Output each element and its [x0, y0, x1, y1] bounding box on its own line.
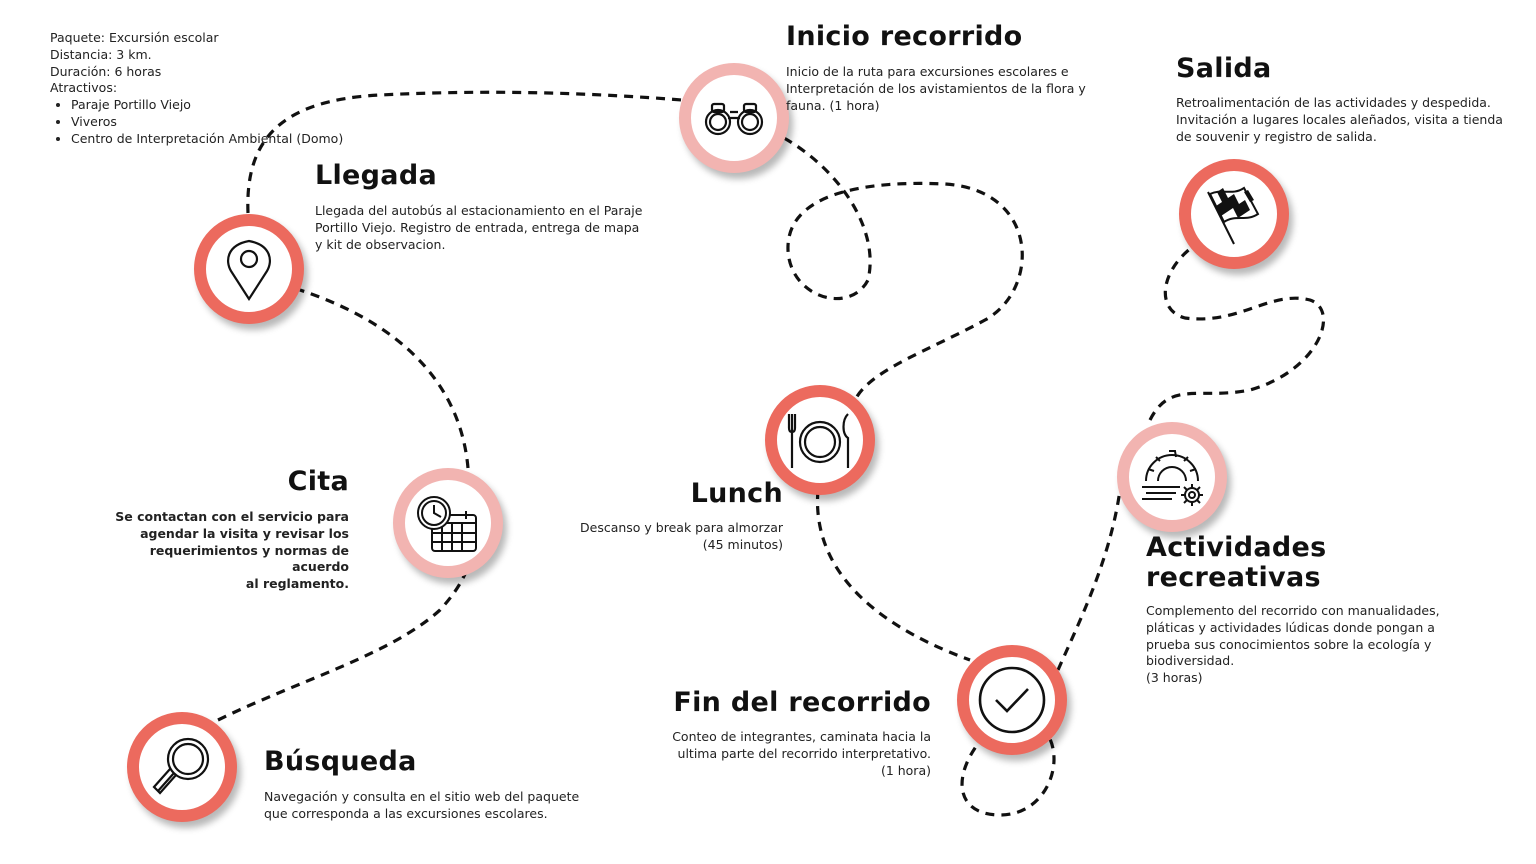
fin-node — [957, 645, 1067, 755]
actividades-node — [1117, 422, 1227, 532]
busqueda-node — [127, 712, 237, 822]
actividades-title: Actividades recreativas — [1146, 532, 1327, 593]
gears-icon — [1136, 441, 1208, 513]
binoculars-icon — [698, 82, 770, 154]
cita-desc: Se contactan con el servicio para agendar la visita y revisar los requerimientos y normas de acuerdo al reglamento. — [115, 509, 349, 592]
fin-desc: Conteo de integrantes, caminata hacia la ultima parte del recorrido interpretativo. (1 hora) — [672, 729, 931, 778]
inicio-node — [679, 63, 789, 173]
llegada-node — [194, 214, 304, 324]
inicio-desc: Inicio de la ruta para excursiones escolares e Interpretación de los avistamientos de la flora y fauna. (1 hora) — [786, 64, 1086, 113]
actividades-desc: Complemento del recorrido con manualidades, pláticas y actividades lúdicas donde pongan a prueba sus conocimientos sobre la ecología y biodiversidad. (3 horas) — [1146, 603, 1440, 686]
plate-cutlery-icon — [784, 404, 856, 476]
cita-node — [393, 468, 503, 578]
package-distance: Distancia: 3 km. — [50, 46, 152, 62]
calendar-clock-icon — [412, 487, 484, 559]
lunch-desc: Descanso y break para almorzar (45 minutos) — [580, 520, 783, 552]
attractions-list — [71, 97, 343, 147]
lunch-title: Lunch — [690, 478, 783, 509]
attraction-item: • Viveros — [71, 114, 343, 131]
salida-desc: Retroalimentación de las actividades y despedida. Invitación a lugares locales aleñados, visita a tienda de souvenir y registro de salida. — [1176, 95, 1503, 144]
busqueda-title: Búsqueda — [264, 746, 417, 777]
attractions-label: Atractivos: — [50, 80, 118, 96]
cita-title: Cita — [287, 466, 349, 497]
salida-node — [1179, 159, 1289, 269]
llegada-desc: Llegada del autobús al estacionamiento en el Paraje Portillo Viejo. Registro de entrada, entrega de mapa y kit de observacion. — [315, 203, 643, 252]
package-name: Paquete: Excursión escolar — [50, 30, 219, 45]
fin-title: Fin del recorrido — [673, 687, 931, 718]
busqueda-desc: Navegación y consulta en el sitio web del paquete que corresponda a las excursiones escolares. — [264, 789, 580, 821]
salida-title: Salida — [1176, 53, 1272, 84]
inicio-title: Inicio recorrido — [786, 21, 1023, 52]
package-duration: Duración: 6 horas — [50, 63, 162, 79]
attraction-item: • Centro de Interpretación Ambiental (Domo) — [71, 131, 343, 148]
checkmark-icon — [976, 664, 1048, 736]
checkered-flag-icon — [1198, 178, 1270, 250]
map-pin-icon — [213, 233, 285, 305]
package-info — [50, 30, 343, 148]
llegada-title: Llegada — [315, 160, 437, 191]
attraction-item: • Paraje Portillo Viejo — [71, 97, 343, 114]
magnifier-icon — [146, 731, 218, 803]
